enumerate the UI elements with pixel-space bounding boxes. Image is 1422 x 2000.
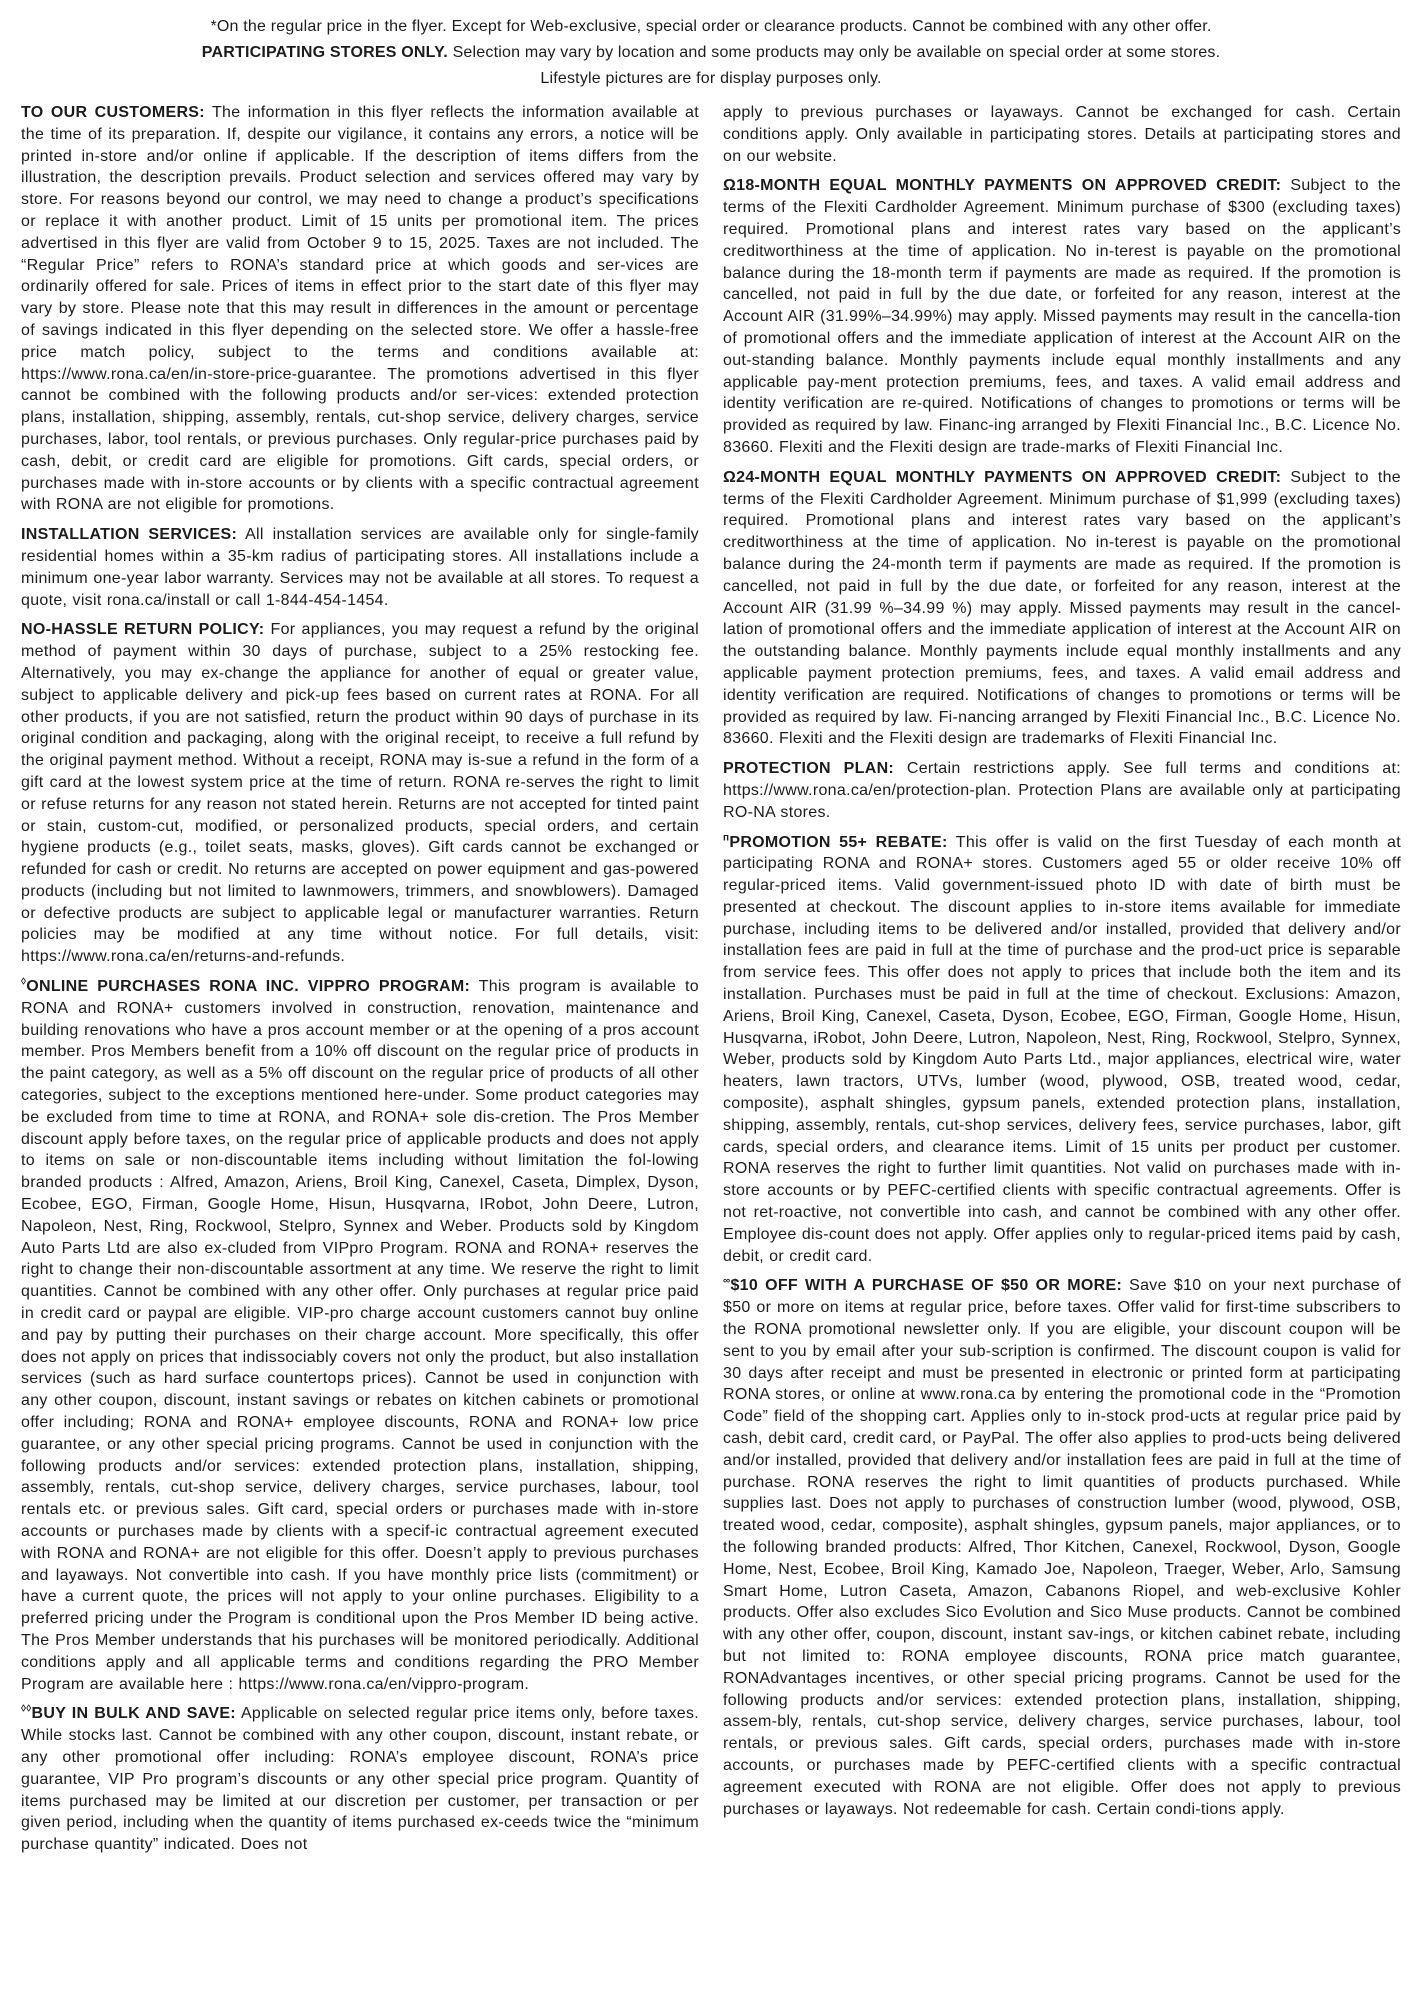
para-installation-services	[21, 524, 699, 611]
header-line-2-text: Selection may vary by location and some products may only be available on special order at some stores.	[452, 44, 1221, 61]
infinity-footnote-symbol: ∞	[723, 1276, 731, 1288]
paragraph-body: Save $10 on your next purchase of $50 or more on items at regular price, before taxes. Offer valid for first-time subscribers to the RONA promotional newsletter only. If you are eligible, your discount coupon will be sent to you by email after your sub-scription is confirmed. The discount coupon is valid for 30 days after receipt and must be presented in electronic or printed form at participating RONA stores, or online at www.rona.ca by entering the promotional code in the “Promotion Code” field of the shopping cart. Applies only to in-stock prod-ucts at regular price paid by cash, debit card, credit card, or PayPal. The offer also applies to prod-ucts being delivered and/or installed, provided that delivery and/or installation fees are paid in full at the time of purchase. RONA reserves the right to limit quantities of products purchased. While supplies last. Does not apply to purchases of construction lumber (wood, plywood, OSB, treated wood, cedar, composite), asphalt shingles, gypsum panels, major appliances, or to the following branded products: Alfred, Thor Kitchen, Canexel, Rockwool, Dyson, Google Home, Nest, Ecobee, Broil King, Kamado Joe, Napoleon, Traeger, Weber, Arlo, Samsung Smart Home, Lutron Caseta, Amazon, Cabanons Riopel, and web-exclusive Kohler products. Offer also excludes Sico Evolution and Sico Muse products. Cannot be combined with any other offer, coupon, discount, instant sav-ings, or kitchen cabinet rebate, including but not limited to: RONA employee discounts, RONA price match guarantee, RONAdvantages incentives, or other special pricing programs. Cannot be used for the following products and/or services: extended protection plans, installation, shipping, assem-bly, rentals, cut-shop service, delivery charges, service purchases, labour, tool rentals, or previous sales. Gift cards, special orders, purchases made with in-store accounts, or purchases made by PEFC-certified clients with a specific contractual agreement executed with RONA are not eligible. Offer does not apply to previous purchases or layaways. Not redeemable for cash. Certain condi-tions apply.	[723, 1277, 1401, 1818]
paragraph-heading: BUY IN BULK AND SAVE:	[31, 1705, 236, 1723]
para-24-month-equal-payments	[723, 467, 1401, 750]
para-promotion-55-rebate	[723, 832, 1401, 1268]
double-diamond-footnote-symbol: ◊◊	[21, 1704, 32, 1716]
paragraph-heading: PROTECTION PLAN:	[723, 760, 895, 778]
paragraph-body: The information in this flyer reflects the information available at the time of its preparation. If, despite our vigilance, it contains any errors, a notice will be printed in-store and/or online if applicable. If the description of items differs from the illustration, the description prevails. Product selection and services offered may vary by store. For reasons beyond our control, we may need to change a product’s specifications or replace it with another product. Limit of 15 units per promotional item. The prices advertised in this flyer are valid from October 9 to 15, 2025. Taxes are not included. The “Regular Price” refers to RONA’s standard price at which goods and ser-vices are ordinarily offered for sale. Prices of items in effect prior to the start date of this flyer may vary by store. Please note that this may result in differences in the amount or percentage of savings indicated in this flyer depending on the selected store. We offer a hassle-free price match policy, subject to the terms and conditions available at: https://www.rona.ca/en/in-store-price-guarantee. The promotions advertised in this flyer cannot be combined with the following products and/or ser-vices: extended protection plans, installation, shipping, assembly, rentals, cut-shop service, delivery charges, service purchases, labor, tool rentals, or previous purchases. Only regular-price purchases paid by cash, debit, or credit card are eligible for promotions. Gift cards, special orders, or purchases made with in-store accounts or by clients with a specific contractual agreement with RONA are not eligible for promotions.	[21, 104, 699, 514]
left-column	[21, 102, 699, 1864]
header-line-1: *On the regular price in the flyer. Except for Web-exclusive, special order or clearance products. Cannot be combined with any other offer.	[210, 18, 1212, 35]
page-header	[21, 14, 1401, 92]
header-line-2	[21, 40, 1401, 66]
paragraph-body: Subject to the terms of the Flexiti Cardholder Agreement. Minimum purchase of $1,999 (excluding taxes) required. Promotional plans and interest rates vary based on the applicant’s creditworthiness at the time of application. No in-terest is payable on the promotional balance during the 24-month term if payments are made as required. If the promotion is cancelled, not paid in full by the due date, or forfeited for any reason, interest at the Account AIR (31.99 %–34.99 %) may apply. Missed payments may result in the cancel-lation of promotional offers and the immediate application of interest at the Account AIR on the outstanding balance. Monthly payments include equal monthly installments and any applicable payment protection premiums, fees, and taxes. A valid email address and identity verification are required. Notifications of changes to promotions or terms will be provided as required by law. Fi-nancing arranged by Flexiti Financial Inc., B.C. Licence No. 83660. Flexiti and the Flexiti design are trademarks of Flexiti Financial Inc.	[723, 468, 1401, 748]
paragraph-body: For appliances, you may request a refund by the original method of payment within 30 days of purchase, subject to a 25% restocking fee. Alternatively, you may ex-change the appliance for another of equal or greater value, subject to applicable delivery and pick-up fees based on current rates at RONA. For all other products, if you are not satisfied, return the product within 90 days of purchase in its original condition and packaging, along with the original receipt, to receive a full refund by the original payment method. Without a receipt, RONA may is-sue a refund in the form of a gift card at the lowest system price at the time of return. RONA re-serves the right to limit or refuse returns for any reason not stated herein. Returns are not accepted for tinted paint or stain, custom-cut, modified, or personalized products, special orders, and certain hygiene products (e.g., toilet seats, masks, gloves). Gift cards cannot be exchanged or refunded for cash or credit. No returns are accepted on power equipment and gas-powered products (including but not limited to lawnmowers, trimmers, and snowblowers). Damaged or defective products are subject to applicable legal or manufacturer warranties. Return policies may be modified at any time without notice. For full details, visit: https://www.rona.ca/en/returns-and-refunds.	[21, 621, 699, 966]
paragraph-body: Applicable on selected regular price items only, before taxes. While stocks last. Cannot be combined with any other coupon, discount, instant rebate, or any other promotional offer including: RONA’s employee discount, RONA’s price guarantee, VIP Pro program’s discounts or any other special price program. Quantity of items purchased may be limited at our discretion per customer, per transaction or per given period, including when the quantity of items purchased ex-ceeds twice the “minimum purchase quantity” indicated. Does not	[21, 1705, 699, 1854]
diamond-footnote-symbol: ◊	[21, 976, 27, 988]
header-line-2-bold: PARTICIPATING STORES ONLY.	[201, 44, 448, 61]
paragraph-body: All installation services are available only for single-family residential homes within a 35-km radius of participating stores. All installations include a minimum one-year labor warranty. Services may not be available at all stores. To request a quote, visit rona.ca/install or call 1-844-454-1454.	[21, 526, 699, 609]
paragraph-heading: Ω18-MONTH EQUAL MONTHLY PAYMENTS ON APPROVED CREDIT:	[723, 177, 1282, 195]
para-to-our-customers	[21, 102, 699, 516]
paragraph-body: This program is available to RONA and RONA+ customers involved in construction, renovation, maintenance and building renovations who have a pros account member or at the opening of a pros account member. Pros Members benefit from a 10% off discount on the regular price of products in the paint category, as well as a 5% off discount on the regular price of products of all other categories, subject to the exceptions mentioned here-under. Some product categories may be excluded from time to time at RONA, and RONA+ sole dis-cretion. The Pros Member discount apply before taxes, on the regular price of applicable products and does not apply to items on sale or non-discountable items including without limitation the fol-lowing branded products : Alfred, Amazon, Ariens, Broil King, Canexel, Caseta, Dimplex, Dyson, Ecobee, EGO, Firman, Google Home, Hisun, Husqvarna, IRobot, John Deere, Lutron, Napoleon, Nest, Ring, Rockwool, Stelpro, Synnex and Weber. Products sold by Kingdom Auto Parts Ltd are also ex-cluded from VIPpro Program. RONA and RONA+ reserves the right to change their non-discountable assortment at any time. We reserve the right to limit quantities. Cannot be combined with any other offer. Only purchases at regular price paid in credit card or paypal are eligible. VIP-pro charge account customers cannot buy online and pay by putting their purchases on their charge account. More specifically, this offer does not apply on prices that indissociably covers not only the product, but also installation services (such as hard surface countertops prices). Cannot be used in conjunction with any other coupon, discount, instant savings or rebates on kitchen cabinets or promotional offer including; RONA and RONA+ employee discounts, RONA and RONA+ low price guarantee, or any other special pricing programs. Cannot be used in conjunction with the following products and/or services: extended protection plans, installation, shipping, assembly, rentals, cut-shop service, delivery charges, service purchases, labour, tool rentals etc. or previous sales. Gift card, special orders or purchases made with in-store accounts or purchases made by clients with a specif-ic contractual agreement executed with RONA and RONA+ are not eligible for this offer. Doesn’t apply to previous purchases and layaways. Not convertible into cash. If you have monthly price lists (commitment) or have a current quote, the prices will not apply to your online purchases. Eligibility to a preferred pricing under the Program is conditional upon the Pros Member ID being active. The Pros Member understands that his purchases will be monitored periodically. Additional conditions apply and all applicable terms and conditions regarding the PRO Member Program are available here : https://www.rona.ca/en/vippro-program.	[21, 978, 699, 1693]
para-no-hassle-return-policy	[21, 619, 699, 968]
para-vippro-program	[21, 976, 699, 1695]
para-buy-in-bulk-continuation	[723, 102, 1401, 167]
pi-footnote-symbol: ᴨ	[723, 832, 730, 844]
paragraph-heading: $10 OFF WITH A PURCHASE OF $50 OR MORE:	[730, 1277, 1123, 1295]
paragraph-heading: Ω24-MONTH EQUAL MONTHLY PAYMENTS ON APPROVED CREDIT:	[723, 468, 1282, 486]
header-line-3: Lifestyle pictures are for display purposes only.	[540, 70, 882, 87]
paragraph-body: apply to previous purchases or layaways. Cannot be exchanged for cash. Certain conditions apply. Only available in participating stores. Details at participating stores and on our website.	[723, 104, 1401, 165]
paragraph-heading: PROMOTION 55+ REBATE:	[729, 833, 948, 851]
paragraph-body: Subject to the terms of the Flexiti Cardholder Agreement. Minimum purchase of $300 (excluding taxes) required. Promotional plans and interest rates vary based on the applicant’s creditworthiness at the time of application. No in-terest is payable on the promotional balance during the 18-month term if payments are made as required. If the promotion is cancelled, not paid in full by the due date, or forfeited for any reason, interest at the Account AIR (31.99%–34.99%) may apply. Missed payments may result in the cancella-tion of promotional offers and the immediate application of interest at the Account AIR on the out-standing balance. Monthly payments include equal monthly installments and any applicable pay-ment protection premiums, fees, and taxes. A valid email address and identity verification are re-quired. Notifications of changes to promotions or terms will be provided as required by law. Financ-ing arranged by Flexiti Financial Inc., B.C. Licence No. 83660. Flexiti and the Flexiti design are trade-marks of Flexiti Financial Inc.	[723, 177, 1401, 456]
paragraph-heading: TO OUR CUSTOMERS:	[21, 104, 205, 121]
paragraph-heading: ONLINE PURCHASES RONA INC. VIPPRO PROGRAM:	[26, 978, 471, 996]
right-column	[723, 102, 1401, 1828]
two-column-terms	[21, 102, 1401, 1864]
paragraph-heading: NO-HASSLE RETURN POLICY:	[21, 621, 265, 639]
para-10-off-purchase-50	[723, 1275, 1401, 1820]
para-protection-plan	[723, 758, 1401, 823]
paragraph-heading: INSTALLATION SERVICES:	[21, 526, 238, 544]
para-buy-in-bulk-and-save	[21, 1703, 699, 1856]
paragraph-body: This offer is valid on the first Tuesday of each month at participating RONA and RONA+ stores. Customers aged 55 or older receive 10% off regular-priced items. Valid government-issued photo ID with date of birth must be presented at checkout. The discount applies to in-store items available for immediate purchase, including items to be delivered and/or installed, provided that delivery and/or installation fees are paid in full at the time of purchase and the prod-uct price is separable from service fees. This offer does not apply to prices that include both the item and its installation. Purchases must be paid in full at the time of checkout. Exclusions: Amazon, Ariens, Broil King, Canexel, Caseta, Dyson, Ecobee, EGO, Firman, Google Home, Hisun, Husqvarna, iRobot, John Deere, Lutron, Napoleon, Nest, Ring, Rockwool, Stelpro, Synnex, Weber, products sold by Kingdom Auto Parts Ltd., major appliances, electrical wire, water heaters, lawn tractors, UTVs, lumber (wood, plywood, OSB, treated wood, cedar, composite), asphalt shingles, gypsum panels, extended protection plans, installation, shipping, assembly, rentals, cut-shop services, delivery fees, service purchases, labor, gift cards, special orders, and clearance items. Limit of 15 units per product per customer. RONA reserves the right to further limit quantities. Not valid on purchases made with in-store accounts or by PEFC-certified clients with specific contractual agreements. Offer is not ret-roactive, not convertible into cash, and cannot be combined with any other offer. Employee dis-count does not apply. Offer applies only to regular-priced items paid by cash, debit, or credit card.	[723, 833, 1401, 1265]
para-18-month-equal-payments	[723, 175, 1401, 458]
paragraph-body: Certain restrictions apply. See full terms and conditions at: https://www.rona.ca/en/protection-plan. Protection Plans are available only at participating RO-NA stores.	[723, 760, 1401, 821]
